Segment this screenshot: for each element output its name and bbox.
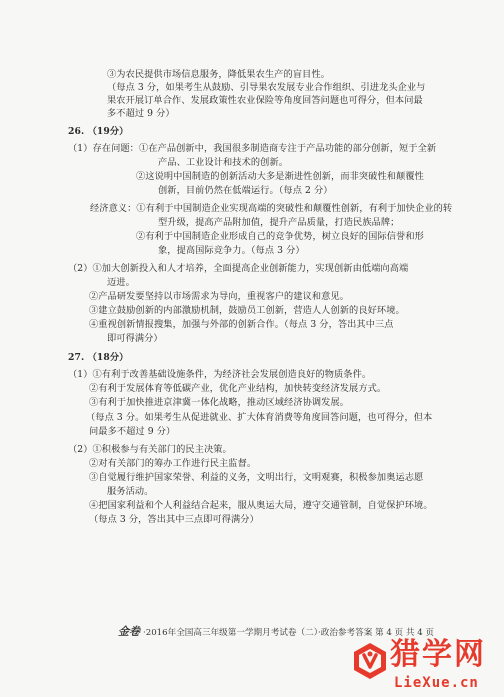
text-line: （每点 3 分，答出其中三点即可得满分） xyxy=(89,514,259,525)
text-line: 即可得满分） xyxy=(107,333,163,344)
text-line: ③建立鼓励创新的内部激励机制，鼓励员工创新，营造人人创新的良好环境。 xyxy=(89,305,405,316)
liexue-hexagon-logo-icon xyxy=(350,641,390,681)
text-line: ②产品研发要坚持以市场需求为导向，重视客户的建议和意见。 xyxy=(89,291,350,302)
text-line: 迈进。 xyxy=(107,277,135,288)
text-line: （2）①加大创新投入和人才培养，全面提高企业创新能力，实现创新由低端向高端 xyxy=(68,263,409,274)
watermark-en: LieXue.cn xyxy=(394,675,479,691)
text-line: ③有利于加快推进京津冀一体化战略，推动区域经济协调发展。 xyxy=(89,397,350,408)
text-line: （每点 3 分。如果考生从促进就业、扩大体育消费等角度回答问题，也可得分，但本 xyxy=(86,412,433,423)
text-line: 象，提高国际竞争力。（每点 3 分） xyxy=(158,245,305,256)
text-line: 创新，目前仍然在低端运行。（每点 2 分） xyxy=(158,185,333,196)
text-line: ③为农民提供市场信息服务，降低果农生产的盲目性。 xyxy=(107,69,330,80)
text-line: （1）存在问题：①在产品创新中，我国很多制造商专注于产品功能的部分创新，短于全新 xyxy=(68,143,437,154)
text-line: 服务活动。 xyxy=(107,486,154,497)
text-line: ②有利于发展体育等低碳产业，优化产业结构，加快转变经济发展方式。 xyxy=(89,383,387,394)
text-line: 型升级，提高产品附加值，提升产品质量，打造民族品牌； xyxy=(158,217,400,228)
text-line: 产品、工业设计和技术的创新。 xyxy=(158,157,289,168)
text-line: ④重视创新情报搜集，加强与外部的创新合作。（每点 3 分，答出其中三点 xyxy=(89,319,394,330)
footer-text: ·2016年全国高三年级第一学期月考试卷（二）·政治参考答案 第 4 页 共 4 页 xyxy=(143,628,434,638)
text-line: （每点 3 分，如果考生从鼓励、引导果农发展专业合作组织、引进龙头企业与 xyxy=(107,82,426,93)
text-line: ②对有关部门的筹办工作进行民主监督。 xyxy=(89,458,257,469)
watermark-cn: 猎学网 xyxy=(390,637,486,672)
text-line: 多不超过 9 分） xyxy=(107,108,175,119)
question-heading: 26. （19分） xyxy=(68,126,129,137)
text-line: ②这说明中国制造的创新活动大多是渐进性创新，而非突破性和颠覆性 xyxy=(136,171,424,182)
text-line: （2）①积极参与有关部门的民主决策。 xyxy=(68,444,232,455)
text-line: 果农开展订单合作、发展政策性农业保险等角度回答问题也可得分，但本问最 xyxy=(107,95,423,106)
text-line: 经济意义：①有利于中国制造企业实现高端的突破性和颠覆性创新，有利于加快企业的转 xyxy=(90,203,453,214)
text-line: ②有利于中国制造企业形成自己的竞争优势，树立良好的国际信誉和形 xyxy=(136,231,424,242)
question-heading: 27. （18分） xyxy=(68,352,129,363)
text-line: ④把国家利益和个人利益结合起来，服从奥运大局，遵守交通管制，自觉保护环境。 xyxy=(89,500,433,511)
footer-brand: 金卷 xyxy=(118,625,140,638)
text-line: （1）①有利于改善基础设施条件，为经济社会发展创造良好的物质条件。 xyxy=(68,369,372,380)
text-line: ③自觉履行维护国家荣誉、利益的义务，文明出行，文明观赛，积极参加奥运志愿 xyxy=(89,472,424,483)
text-line: 问最多不超过 9 分） xyxy=(89,426,176,437)
site-watermark xyxy=(350,637,500,695)
